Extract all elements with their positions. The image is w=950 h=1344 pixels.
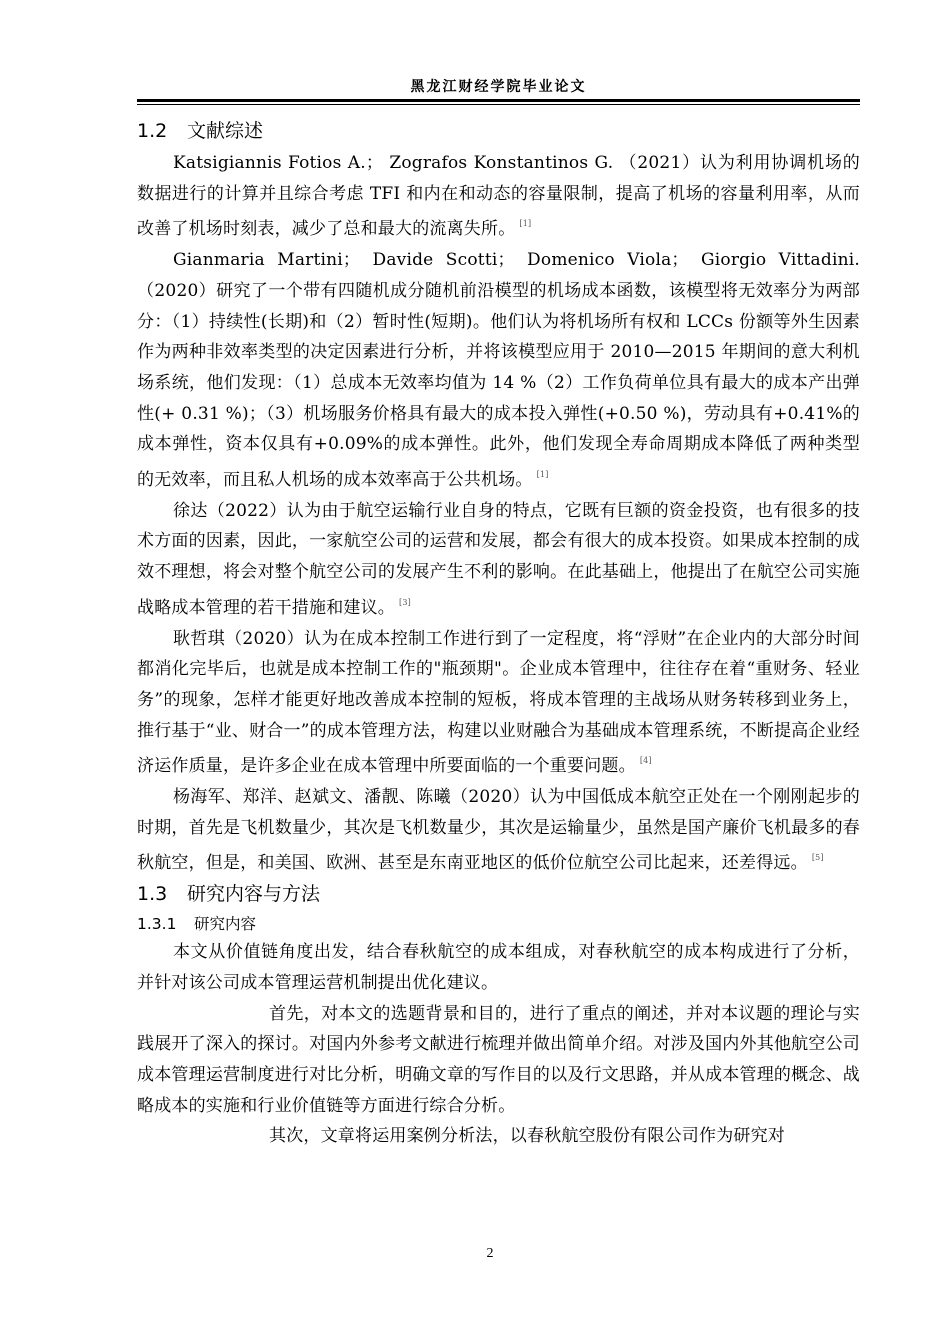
section-number: 1.2: [137, 120, 168, 142]
content-paragraph-3: 其次，文章将运用案例分析法，以春秋航空股份有限公司作为研究对: [269, 1126, 785, 1147]
section-title: 研究内容与方法: [187, 883, 321, 906]
paragraph-text: Gianmaria Martini； Davide Scotti； Domenico Viola； Giorgio Vittadini. （2020）研究了一个带有四随机成分随机前沿模型的机场成本函数，该模型将无效率分为两部分：（1）持续性(长期)和（2）暂时性(短期)。他们认为将机场所有权和 LCCs 份额等外生因素作为两种非效率类型的决定因素进行分析，并将该模型应用于 2010—2015 年期间的意大利机场系统，他们发现：（1）总成本无效率均值为 14 %（2）工作负荷单位具有最大的成本产出弹性(+ 0.31 %)；（3）机场服务价格具有最大的成本投入弹性(+0.50 %)，劳动具有+0.41%的成本弹性，资本仅具有+0.09%的成本弹性。此外，他们发现全寿命周期成本降低了两种类型的无效率，而且私人机场的成本效率高于公共机场。: [137, 250, 860, 491]
literature-paragraph-2: [137, 245, 860, 496]
document-body: [137, 116, 860, 1152]
paragraph-text: 耿哲琪（2020）认为在成本控制工作进行到了一定程度，将“浮财”在企业内的大部分时间都消化完毕后，也就是成本控制工作的"瓶颈期"。企业成本管理中，往往存在着“重财务、轻业务”的现象，怎样才能更好地改善成本控制的短板，将成本管理的主战场从财务转移到业务上，推行基于“业、财合一”的成本管理方法，构建以业财融合为基础成本管理系统，不断提高企业经济运作质量，是许多企业在成本管理中所要面临的一个重要问题。: [137, 628, 860, 777]
literature-paragraph-4: [137, 624, 860, 783]
paragraph-text: 杨海军、郑洋、赵斌文、潘靓、陈曦（2020）认为中国低成本航空正处在一个刚刚起步的时期，首先是飞机数量少，其次是飞机数量少，其次是运输量少，虽然是国产廉价飞机最多的春秋航空，但是，和美国、欧洲、甚至是东南亚地区的低价位航空公司比起来，还差得远。: [137, 787, 860, 874]
section-title: 文献综述: [187, 120, 264, 142]
section-heading-1-3: [137, 879, 860, 909]
content-paragraph-1: 本文从价值链角度出发，结合春秋航空的成本组成，对春秋航空的成本构成进行了分析，并针对该公司成本管理运营机制提出优化建议。: [137, 942, 860, 993]
header-rule-thick: [137, 99, 860, 102]
citation-ref: [4]: [639, 756, 652, 766]
section-number: 1.3: [137, 883, 168, 906]
subsection-heading-1-3-1: [137, 911, 860, 937]
running-header: 黑龙江财经学院毕业论文: [410, 79, 587, 95]
literature-paragraph-3: [137, 496, 860, 624]
citation-ref: [5]: [811, 853, 824, 863]
subsection-number: 1.3.1: [137, 915, 177, 934]
paragraph-text: Katsigiannis Fotios A.； Zografos Konstantinos G. （2021）认为利用协调机场的数据进行的计算并且综合考虑 TFI 和内在和动态的容量限制，提高了机场的容量利用率，从而改善了机场时刻表，减少了总和最大的流离失所。: [137, 153, 860, 240]
subsection-title: 研究内容: [194, 915, 257, 934]
literature-paragraph-5: [137, 782, 860, 879]
section-heading-1-2: [137, 116, 860, 146]
citation-ref: [1]: [519, 219, 532, 229]
content-paragraph-2: 首先，对本文的选题背景和目的，进行了重点的阐述，并对本议题的理论与实践展开了深入的探讨。对国内外参考文献进行梳理并做出简单介绍。对涉及国内外其他航空公司成本管理运营制度进行对比分析，明确文章的写作目的以及行文思路，并从成本管理的概念、战略成本的实施和行业价值链等方面进行综合分析。: [137, 1003, 860, 1116]
citation-ref: [1]: [536, 470, 549, 480]
citation-ref: [3]: [399, 597, 411, 607]
literature-paragraph-1: [137, 148, 860, 245]
paragraph-text: 徐达（2022）认为由于航空运输行业自身的特点，它既有巨额的资金投资，也有很多的技术方面的因素，因此，一家航空公司的运营和发展，都会有很大的成本投资。如果成本控制的成效不理想，将会对整个航空公司的发展产生不利的影响。在此基础上，他提出了在航空公司实施战略成本管理的若干措施和建议。: [137, 500, 860, 618]
header-rule-thin: [137, 104, 860, 105]
page-number: 2: [486, 1246, 494, 1261]
